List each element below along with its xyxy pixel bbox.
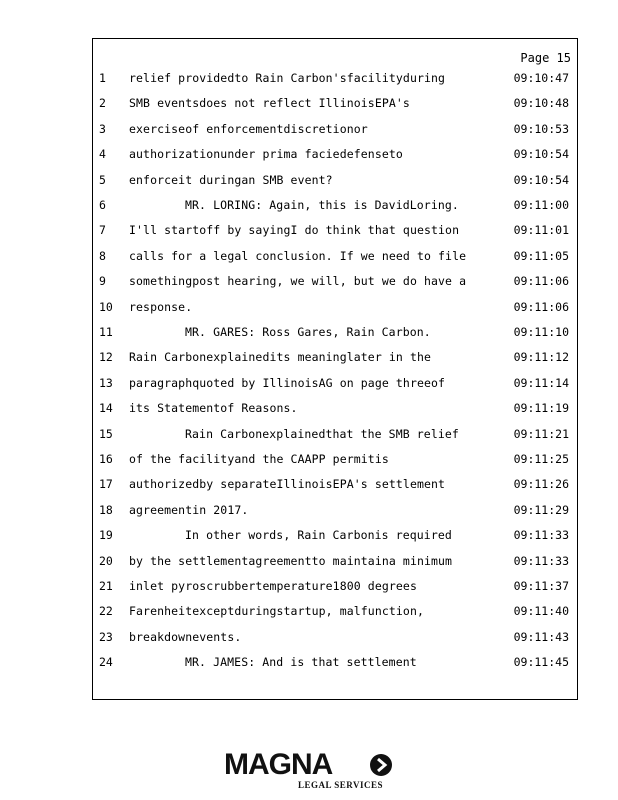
line-text: its Statementof Reasons. xyxy=(129,401,298,416)
line-text: MR. LORING: Again, this is DavidLoring. xyxy=(185,198,459,212)
timestamp: 09:10:47 xyxy=(513,71,569,85)
transcript-line xyxy=(93,376,579,392)
line-text: inlet pyroscrubbertemperature1800 degrees xyxy=(129,579,417,593)
transcript-line xyxy=(93,71,579,87)
timestamp: 09:11:43 xyxy=(513,629,569,644)
logo-wordmark: MAGNA xyxy=(224,748,333,781)
transcript-line xyxy=(93,198,579,214)
line-number: 13 xyxy=(99,375,113,390)
timestamp: 09:10:48 xyxy=(513,96,569,111)
timestamp: 09:11:06 xyxy=(513,274,569,289)
line-text: enforceit duringan SMB event? xyxy=(129,172,333,187)
transcript-line xyxy=(93,630,579,646)
line-number: 19 xyxy=(99,528,113,543)
line-text: exerciseof enforcementdiscretionor xyxy=(129,121,368,136)
timestamp: 09:10:54 xyxy=(513,172,569,187)
line-text: authorizationunder prima faciedefenseto xyxy=(129,147,403,162)
transcript-line xyxy=(93,96,579,112)
transcript-line xyxy=(93,274,579,290)
timestamp: 09:11:37 xyxy=(513,579,569,593)
line-text: authorizedby separateIllinoisEPA's settlement xyxy=(129,477,446,492)
line-number: 6 xyxy=(99,198,106,212)
line-number: 2 xyxy=(99,96,106,111)
transcript-line xyxy=(93,579,579,595)
transcript-line xyxy=(93,350,579,366)
line-number: 8 xyxy=(99,248,106,263)
line-number: 4 xyxy=(99,147,106,162)
line-text: Rain Carbonexplainedits meaninglater in the xyxy=(129,350,432,365)
timestamp: 09:10:54 xyxy=(513,147,569,162)
line-number: 14 xyxy=(99,401,113,416)
line-text: MR. JAMES: And is that settlement xyxy=(185,655,417,670)
line-number: 18 xyxy=(99,502,113,517)
transcript-line xyxy=(93,427,579,443)
line-number: 7 xyxy=(99,223,106,238)
line-number: 11 xyxy=(99,325,113,339)
timestamp: 09:11:05 xyxy=(513,248,569,263)
transcript-line xyxy=(93,604,579,620)
line-text: paragraphquoted by IllinoisAG on page threeof xyxy=(129,375,446,390)
line-text: In other words, Rain Carbonis required xyxy=(185,528,452,543)
line-number: 24 xyxy=(99,655,113,670)
transcript-line xyxy=(93,401,579,417)
line-number: 22 xyxy=(99,604,113,619)
timestamp: 09:11:14 xyxy=(513,375,569,390)
arrow-circle-icon xyxy=(370,754,392,776)
transcript-line xyxy=(93,223,579,239)
transcript-line xyxy=(93,554,579,570)
transcript-line xyxy=(93,325,579,341)
line-number: 5 xyxy=(99,172,106,187)
transcript-line xyxy=(93,249,579,265)
line-text: response. xyxy=(129,299,193,314)
timestamp: 09:11:26 xyxy=(513,477,569,492)
line-number: 20 xyxy=(99,553,113,568)
transcript-line xyxy=(93,528,579,544)
timestamp: 09:11:01 xyxy=(513,223,569,238)
transcript-line xyxy=(93,173,579,189)
timestamp: 09:11:10 xyxy=(513,325,569,339)
line-text: Farenheitexceptduringstartup, malfunction, xyxy=(129,604,424,619)
timestamp: 09:11:33 xyxy=(513,553,569,568)
timestamp: 09:11:19 xyxy=(513,401,569,416)
line-text: calls for a legal conclusion. If we need to file xyxy=(129,248,467,263)
transcript-line xyxy=(93,503,579,519)
transcript-line xyxy=(93,655,579,671)
line-number: 21 xyxy=(99,579,113,593)
line-number: 3 xyxy=(99,121,106,136)
timestamp: 09:11:12 xyxy=(513,350,569,365)
line-number: 12 xyxy=(99,350,113,365)
logo-subtitle: LEGAL SERVICES xyxy=(298,780,383,790)
line-number: 23 xyxy=(99,629,113,644)
line-text: agreementin 2017. xyxy=(129,502,249,517)
line-text: I'll startoff by sayingI do think that question xyxy=(129,223,460,238)
transcript-line xyxy=(93,300,579,316)
magna-logo xyxy=(224,748,394,792)
line-number: 10 xyxy=(99,299,113,314)
line-text: MR. GARES: Ross Gares, Rain Carbon. xyxy=(185,325,431,339)
timestamp: 09:11:21 xyxy=(513,426,569,441)
line-text: by the settlementagreementto maintaina minimum xyxy=(129,553,453,568)
line-text: of the facilityand the CAAPP permitis xyxy=(129,452,389,466)
transcript-line xyxy=(93,122,579,138)
timestamp: 09:11:00 xyxy=(513,198,569,212)
transcript-line xyxy=(93,477,579,493)
line-number: 15 xyxy=(99,426,113,441)
line-text: somethingpost hearing, we will, but we do have a xyxy=(129,274,467,289)
line-number: 17 xyxy=(99,477,113,492)
line-text: SMB eventsdoes not reflect IllinoisEPA's xyxy=(129,96,410,111)
transcript-line xyxy=(93,147,579,163)
timestamp: 09:11:33 xyxy=(513,528,569,543)
line-text: breakdownevents. xyxy=(129,629,242,644)
line-text: relief providedto Rain Carbon'sfacilityduring xyxy=(129,71,446,85)
timestamp: 09:10:53 xyxy=(513,121,569,136)
line-number: 9 xyxy=(99,274,106,289)
timestamp: 09:11:25 xyxy=(513,452,569,466)
timestamp: 09:11:06 xyxy=(513,299,569,314)
timestamp: 09:11:29 xyxy=(513,502,569,517)
transcript-page xyxy=(92,38,578,700)
line-number: 16 xyxy=(99,452,113,466)
line-text: Rain Carbonexplainedthat the SMB relief xyxy=(185,426,459,441)
page-number: Page 15 xyxy=(520,51,571,65)
timestamp: 09:11:40 xyxy=(513,604,569,619)
timestamp: 09:11:45 xyxy=(513,655,569,670)
transcript-line xyxy=(93,452,579,468)
line-number: 1 xyxy=(99,71,106,85)
